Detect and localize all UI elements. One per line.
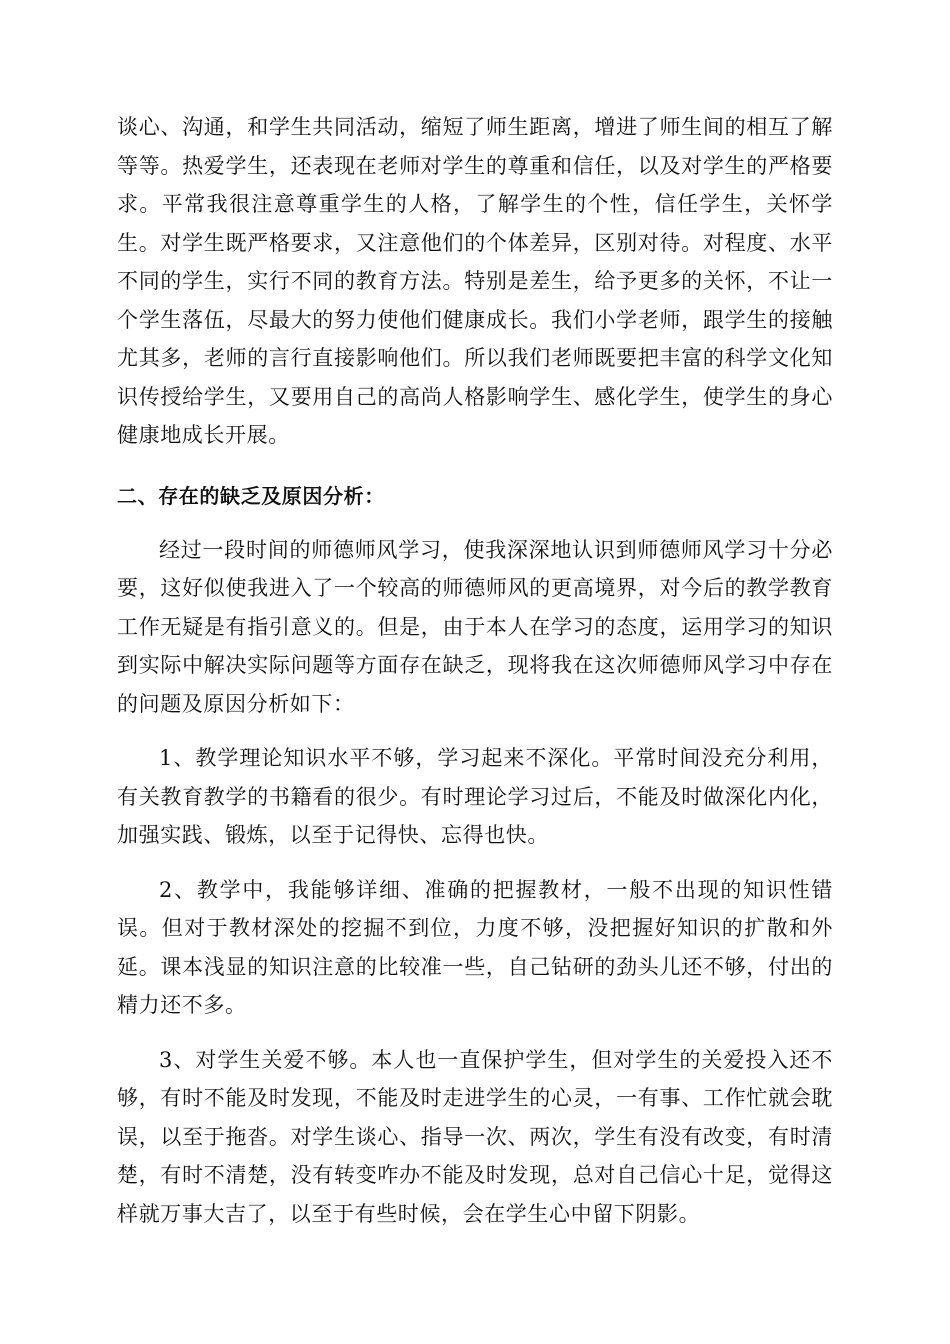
list-item: 2、教学中，我能够详细、准确的把握教材，一般不出现的知识性错误。但对于教材深处的挖掘不到位，力度不够，没把握好知识的扩散和外延。课本浅显的知识注意的比较准一些，自己钻研的劲头儿还不够，付出的精力还不多。 bbox=[117, 877, 833, 1017]
spacer bbox=[117, 855, 833, 871]
spacer bbox=[117, 1025, 833, 1041]
spacer bbox=[117, 515, 833, 531]
list-item: 1、教学理论知识水平不够，学习起来不深化。平常时间没充分利用，有关教育教学的书籍看的很少。有时理论学习过后，不能及时做深化内化，加强实践、锻炼，以至于记得快、忘得也快。 bbox=[117, 746, 833, 847]
spacer bbox=[117, 723, 833, 739]
spacer bbox=[117, 455, 833, 477]
section-heading: 二、存在的缺乏及原因分析： bbox=[117, 483, 385, 508]
body-paragraph: 经过一段时间的师德师风学习，使我深深地认识到师德师风学习十分必要，这好似使我进入了一个较高的师德师风的更高境界，对今后的教学教育工作无疑是有指引意义的。但是，由于本人在学习的态度，运用学习的知识到实际中解决实际问题等方面存在缺乏，现将我在这次师德师风学习中存在的问题及原因分析如下： bbox=[117, 537, 833, 716]
list-item: 3、对学生关爱不够。本人也一直保护学生，但对学生的关爱投入还不够，有时不能及时发现，不能及时走进学生的心灵，一有事、工作忙就会耽误，以至于拖沓。对学生谈心、指导一次、两次，学生有没有改变，有时清楚，有时不清楚，没有转变咋办不能及时发现，总对自己信心十足，觉得这样就万事大吉了，以至于有些时候，会在学生心中留下阴影。 bbox=[117, 1047, 833, 1226]
body-paragraph: 谈心、沟通，和学生共同活动，缩短了师生距离，增进了师生间的相互了解等等。热爱学生，还表现在老师对学生的尊重和信任，以及对学生的严格要求。平常我很注意尊重学生的人格，了解学生的个性，信任学生，关怀学生。对学生既严格要求，又注意他们的个体差异，区别对待。对程度、水平不同的学生，实行不同的教育方法。特别是差生，给予更多的关怀，不让一个学生落伍，尽最大的努力使他们健康成长。我们小学老师，跟学生的接触尤其多，老师的言行直接影响他们。所以我们老师既要把丰富的科学文化知识传授给学生，又要用自己的高尚人格影响学生、感化学生，使学生的身心健康地成长开展。 bbox=[117, 115, 833, 447]
document-page bbox=[117, 108, 833, 1233]
